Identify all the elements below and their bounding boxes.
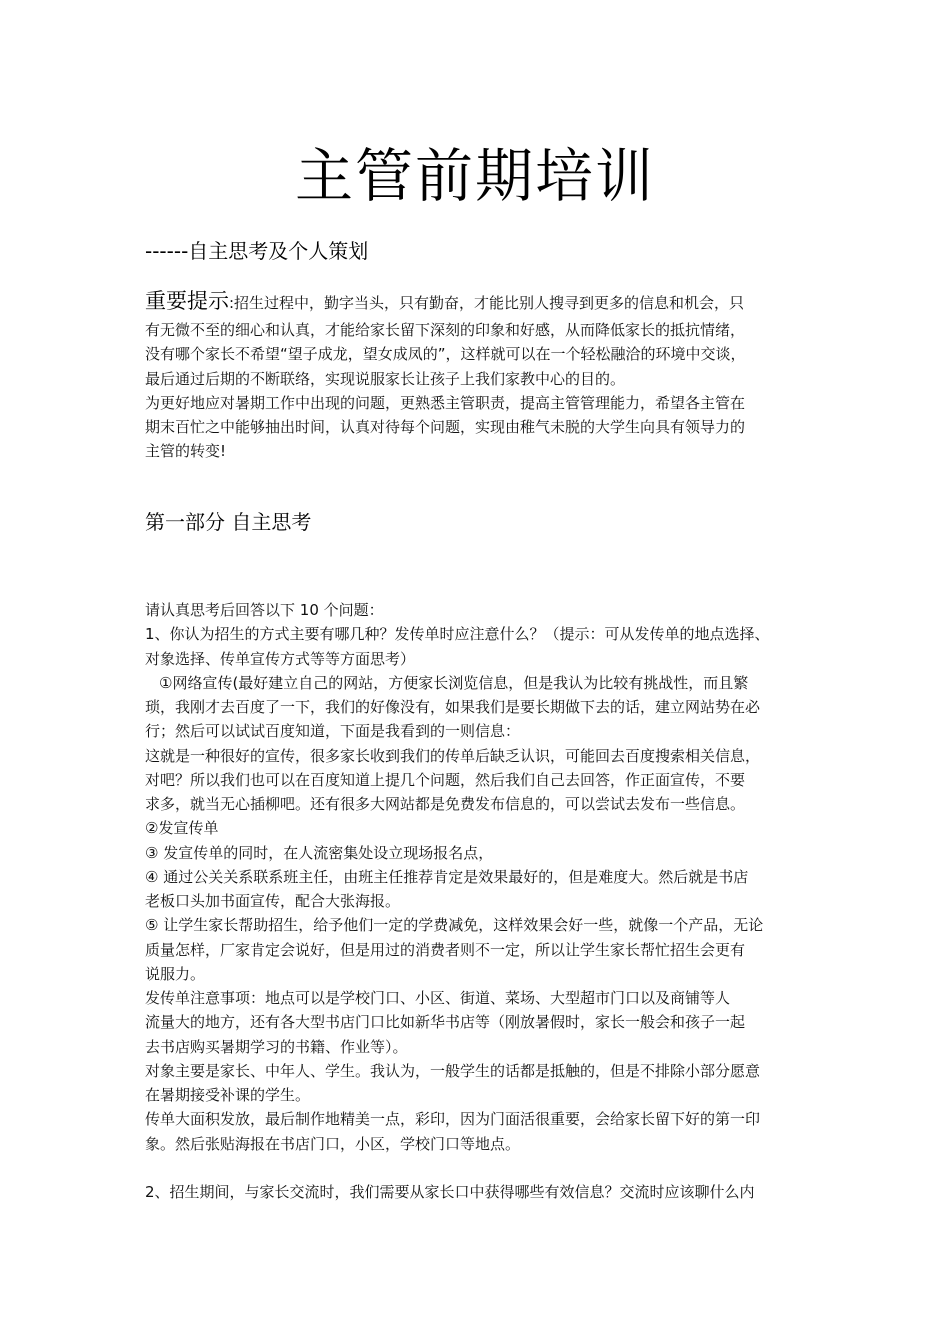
important-tip-section: [145, 287, 815, 463]
answer-item-4-line: 老板口头加书面宣传，配合大张海报。: [145, 892, 401, 910]
flyer-notes-line: 流量大的地方，还有各大型书店门口比如新华书店等（刚放暑假时，家长一般会和孩子一起: [145, 1013, 746, 1032]
questions-intro: 请认真思考后回答以下 10 个问题：: [145, 601, 384, 619]
section-body: [145, 598, 815, 1204]
tip-line: 为更好地应对暑期工作中出现的问题，更熟悉主管职责，提高主管管理能力，希望各主管在: [145, 393, 746, 412]
question-1-line: 1、你认为招生的方式主要有哪几种？发传单时应注意什么？（提示：可从发传单的地点选择、: [145, 625, 770, 644]
tip-label: 重要提示: [145, 289, 229, 313]
target-notes-line: 对象主要是家长、中年人、学生。我认为，一般学生的话都是抵触的，但是不排除小部分愿意: [145, 1061, 761, 1080]
tip-line: 期末百忙之中能够抽出时间，认真对待每个问题，实现由稚气未脱的大学生向具有领导力的: [145, 418, 746, 437]
answer-item-1-line: 琐，我刚才去百度了一下，我们的好像没有，如果我们是要长期做下去的话，建立网站势在必: [145, 698, 761, 716]
answer-item-1-line: 求多，就当无心插柳吧。还有很多大网站都是免费发布信息的，可以尝试去发布一些信息。: [145, 795, 746, 813]
flyer-notes-line: 去书店购买暑期学习的书籍、作业等）。: [145, 1037, 408, 1056]
target-notes-line: 在暑期接受补课的学生。: [145, 1086, 311, 1104]
document-title: 主管前期培训: [294, 142, 655, 210]
section-heading: 第一部分 自主思考: [145, 510, 312, 534]
answer-item-3: ③ 发宣传单的同时，在人流密集处设立现场报名点，: [145, 843, 494, 862]
answer-item-5-line: 质量怎样，厂家肯定会说好，但是用过的消费者则不一定，所以让学生家长帮忙招生会更有: [145, 940, 746, 959]
tip-line: 有无微不至的细心和认真，才能给家长留下深刻的印象和好感，从而降低家长的抵抗情绪，: [145, 321, 746, 340]
answer-item-5-line: 说服力。: [145, 964, 206, 983]
answer-item-1-line: 这就是一种很好的宣传，很多家长收到我们的传单后缺乏认识，可能回去百度搜索相关信息，: [145, 746, 761, 765]
answer-item-2: ②发宣传单: [145, 819, 219, 838]
tip-line: 最后通过后期的不断联络，实现说服家长让孩子上我们家教中心的目的。: [145, 369, 626, 388]
question-2-line: 2、招生期间，与家长交流时，我们需要从家长口中获得哪些有效信息？交流时应该聊什么内: [145, 1183, 755, 1201]
flyer-design-line: 传单大面积发放，最后制作地精美一点，彩印，因为门面活很重要，会给家长留下好的第一印: [145, 1110, 761, 1129]
tip-first-line: [145, 287, 815, 315]
tip-first-line-text: :招生过程中，勤字当头，只有勤奋，才能比别人搜寻到更多的信息和机会，只: [229, 294, 745, 312]
flyer-design-line: 象。然后张贴海报在书店门口，小区，学校门口等地点。: [145, 1134, 521, 1153]
tip-line: 没有哪个家长不希望“望子成龙，望女成凤的”，这样就可以在一个轻松融洽的环境中交谈，: [145, 345, 746, 364]
flyer-notes-line: 发传单注意事项：地点可以是学校门口、小区、街道、菜场、大型超市门口以及商铺等人: [145, 989, 731, 1007]
answer-item-1-line: 行；然后可以试试百度知道，下面是我看到的一则信息：: [145, 722, 521, 741]
answer-item-1-line: ①网络宣传(最好建立自己的网站，方便家长浏览信息，但是我认为比较有挑战性，而且繁: [159, 673, 749, 692]
answer-item-5-line: ⑤ 让学生家长帮助招生，给予他们一定的学费减免，这样效果会好一些，就像一个产品，无论: [145, 916, 764, 935]
question-1-line: 对象选择、传单宣传方式等等方面思考）: [145, 649, 416, 668]
answer-item-1-line: 对吧？所以我们也可以在百度知道上提几个问题，然后我们自己去回答，作正面宣传，不要: [145, 770, 746, 789]
answer-item-4-line: ④ 通过公关关系联系班主任，由班主任推荐肯定是效果最好的，但是难度大。然后就是书店: [145, 867, 749, 886]
paragraph-spacer: [145, 1156, 815, 1180]
document-subtitle: ------自主思考及个人策划: [145, 239, 369, 263]
tip-line: 主管的转变!: [145, 442, 227, 461]
